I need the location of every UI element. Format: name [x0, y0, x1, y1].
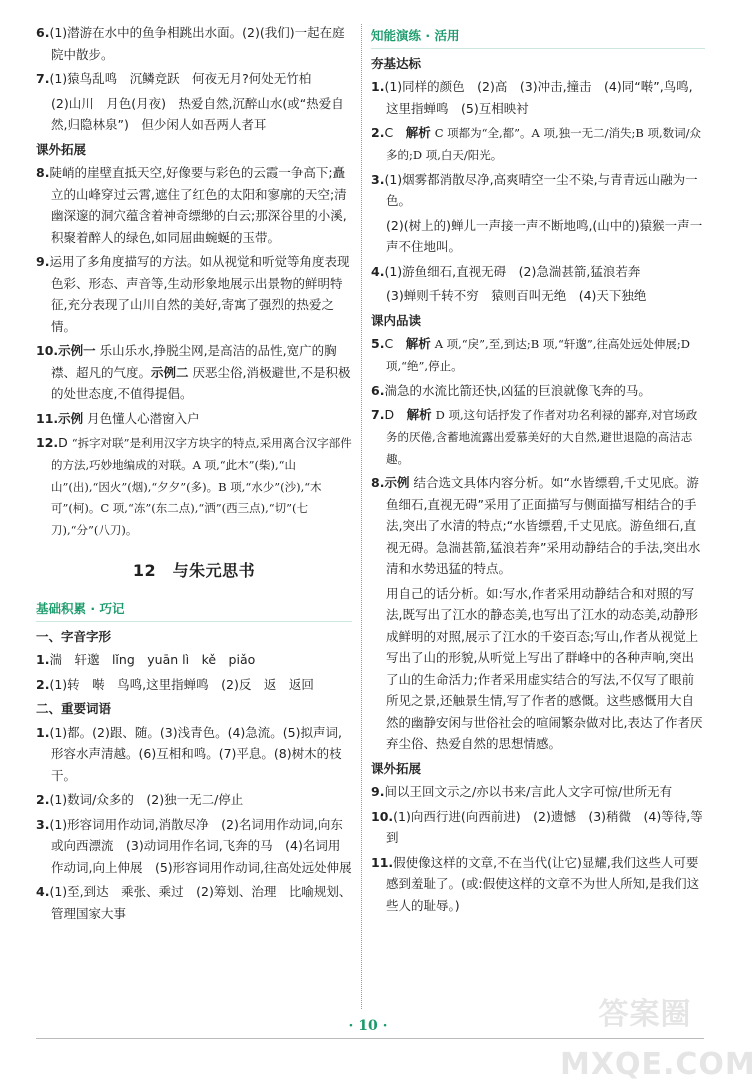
left-column	[36, 22, 352, 927]
column-divider	[361, 24, 362, 1009]
answer-r11: 11.假使像这样的文章,不在当代(让它)显耀,我们这些人可要感到羞耻了。(或:假使这样的文章不为世人所知,是我们这些人的耻辱。)	[371, 854, 700, 913]
band-basic-accumulation: 基础积累 · 巧记	[36, 598, 352, 622]
answer-r8: 8.示例 结合选文具体内容分析。如“水皆缥碧,千丈见底。游鱼细石,直视无碍”采用了正面描写与侧面描写相结合的手法,突出了水清的特点;“水皆缥碧,千丈见底。游鱼细石,直视无碍。急湍甚箭,猛浪若奔”采用动静结合的手法,突出水清和水势迅猛的特点。	[371, 475, 701, 577]
section-title-extension: 课外拓展	[36, 141, 87, 157]
answer-r4-line2: (3)蝉则千转不穷 猿则百叫无绝 (4)天下独绝	[386, 288, 647, 304]
answer-c4: 4.(1)至,到达 乘张、乘过 (2)筹划、治理 比喻规划、管理国家大事	[36, 884, 352, 921]
answer-r1: 1.(1)同样的颜色 (2)高 (3)冲击,撞击 (4)同“啭”,鸟鸣,这里指蝉鸣 (5)互相映衬	[371, 79, 693, 116]
answer-c3: 3.(1)形容词用作动词,消散尽净 (2)名词用作动词,向东或向西漂流 (3)动词用作名词,飞奔的马 (4)名词用作动词,向上伸展 (5)形容词用作动词,往高处远处伸展	[36, 816, 352, 875]
section-title-pronunciation: 一、字音字形	[36, 628, 112, 644]
watermark-logo: 答案圈 MXQE.COM	[560, 997, 756, 1082]
answer-7: 7.(1)猿鸟乱鸣 沉鳞竞跃 何夜无月?何处无竹柏	[36, 71, 312, 86]
answer-r4: 4.(1)游鱼细石,直视无碍 (2)急湍甚箭,猛浪若奔	[371, 263, 641, 279]
answer-c2: 2.(1)数词/众多的 (2)独一无二/停止	[36, 792, 244, 808]
answer-r3: 3.(1)烟雾都消散尽净,高爽晴空一尘不染,与青青远山融为一色。	[371, 171, 698, 209]
answer-8: 8.陡峭的崖壁直抵天空,好像要与彩色的云霞一争高下;矗立的山峰穿过云霄,遮住了红色的太阳和寥廓的天空;清幽深邃的洞穴蕴含着神奇缥缈的白云;那深谷里的小溪,积聚着醉人的绿色,如同屈曲蜿蜒的玉带。	[36, 165, 347, 245]
answer-r2: 2.C 解析 C 项都为“全,都”。A 项,独一无二/消失;B 项,数词/众多的;D 项,白天/阳光。	[371, 125, 702, 162]
answer-7-line2: (2)山川 月色(月夜) 热爱自然,沉醉山水(或“热爱自然,归隐林泉”) 但少闲人如吾两人者耳	[51, 95, 344, 132]
answer-11: 11.示例 月色懂人心潜窗入户	[36, 410, 200, 426]
section-title-vocabulary: 二、重要词语	[36, 701, 112, 717]
answer-9: 9.运用了多角度描写的方法。如从视觉和听觉等角度表现色彩、形态、声音等,生动形象地展示出景物的鲜明特征,充分表现了山川自然的美好,寄寓了强烈的热爱之情。	[36, 254, 350, 334]
answer-10: 10.示例一 乐山乐水,挣脱尘网,是高洁的品性,宽广的胸襟、超凡的气度。示例二 厌恶尘俗,消极避世,不是积极的处世态度,不值得提倡。	[36, 343, 351, 401]
answer-c1: 1.(1)都。(2)跟、随。(3)浅青色。(4)急流。(5)拟声词,形容水声清越。(6)互相和鸣。(7)平息。(8)树木的枝干。	[36, 724, 342, 783]
section-title-extension-right: 课外拓展	[371, 760, 422, 776]
answer-r8-part2: 用自己的话分析。如:写水,作者采用动静结合和对照的写法,既写出了江水的静态美,也写出了江水的动态美,动静形成鲜明的对照,展示了江水的千姿百态;写山,作者从视觉上写出了山的形貌,从听觉上写出了群峰中的各种声响,突出了山的生命活力;作者采用虚实结合的写法,不仅写了眼前所见之景,还触景生情,写了作者的感慨。这些感慨用大自然的幽静安闲与世俗社会的喧闹繁杂做对比,表达了作者厌弃尘俗、热爱自然的思想情感。	[386, 585, 703, 752]
lesson-title: 12 与朱元思书	[132, 560, 256, 580]
section-title-reading: 课内品读	[371, 312, 422, 328]
answer-r5: 5.C 解析 A 项,“戾”,至,到达;B 项,“轩邈”,往高处远处伸展;D 项,“绝”,停止。	[371, 336, 691, 373]
answer-r10: 10.(1)向西行进(向西前进) (2)遗憾 (3)稍微 (4)等待,等到	[371, 808, 703, 846]
answer-r6: 6.湍急的水流比箭还快,凶猛的巨浪就像飞奔的马。	[371, 382, 651, 398]
answer-6: 6.(1)潜游在水中的鱼争相跳出水面。(2)(我们)一起在庭院中散步。	[36, 25, 345, 62]
right-column	[371, 22, 705, 919]
bottom-rule	[36, 1038, 704, 1039]
page-number: · 10 ·	[348, 1018, 388, 1034]
answer-r3-line2: (2)(树上的)蝉儿一声接一声不断地鸣,(山中的)猿猴一声一声不住地叫。	[386, 217, 703, 255]
answer-b2: 2.(1)转 啭 鸟鸣,这里指蝉鸣 (2)反 返 返回	[36, 676, 314, 692]
answer-r9: 9.间以王回文示之/亦以书来/言此人文字可惊/世所无有	[371, 784, 673, 800]
band-practice: 知能演练 · 活用	[371, 25, 705, 49]
answer-r7: 7.D 解析 D 项,这句话抒发了作者对功名利禄的鄙弃,对官场政务的厌倦,含蓄地流露出爱慕美好的大自然,避世退隐的高洁志趣。	[371, 407, 698, 466]
answer-b1: 1.湍 轩邈 lǐng yuān lì kě piǎo	[36, 652, 256, 668]
section-title-foundation: 夯基达标	[371, 55, 422, 71]
answer-12: 12.D “拆字对联”是利用汉字方块字的特点,采用离合汉字部件的方法,巧妙地编成的对联。A 项,“此木”(柴),“山山”(出),“因火”(烟),“夕夕”(多)。B 项,“水少”(沙),“木可”(柯)。C 项,“冻”(东二点),“洒”(西三点),“切”(七刀),“分”(八刀)。	[36, 435, 352, 538]
